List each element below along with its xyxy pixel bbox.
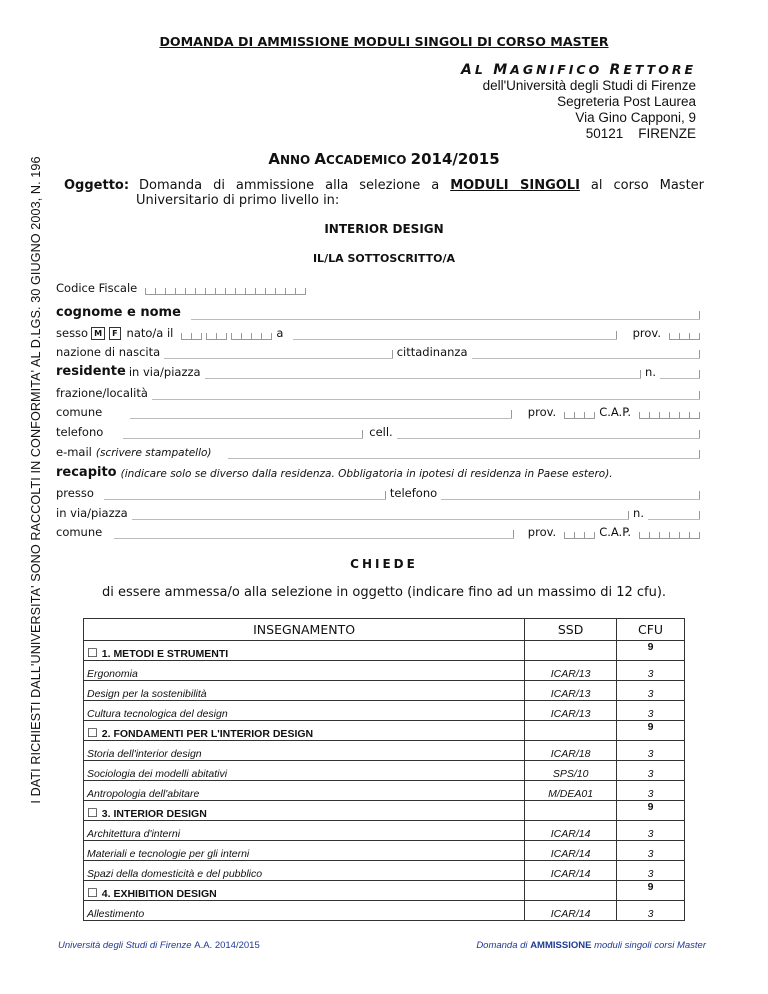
contact-street-row: in via/piazza n.: [56, 502, 700, 520]
locality-row: frazione/località: [56, 382, 700, 400]
sex-f-checkbox[interactable]: F: [109, 327, 120, 340]
course-ssd: ICAR/14: [525, 841, 617, 861]
course-row: [84, 761, 685, 781]
course-cfu: 3: [617, 761, 685, 781]
birth-place-field[interactable]: [293, 327, 616, 340]
course-name: Design per la sostenibilità: [84, 681, 525, 701]
course-row: [84, 841, 685, 861]
residence-number-field[interactable]: [660, 366, 700, 379]
course-row: [84, 821, 685, 841]
course-ssd: ICAR/13: [525, 701, 617, 721]
contact-number-field[interactable]: [648, 507, 700, 520]
birth-country-field[interactable]: [164, 346, 393, 359]
course-row: [84, 861, 685, 881]
module-title: 2. FONDAMENTI PER L'INTERIOR DESIGN: [101, 728, 314, 740]
academic-year: ANNO ACCADEMICO 2014/2015: [268, 150, 500, 168]
course-cfu: 3: [617, 781, 685, 801]
module-ssd: [525, 721, 617, 741]
subject-label: Oggetto:: [64, 178, 130, 193]
course-row: [84, 901, 685, 921]
contact-prov-boxes[interactable]: [564, 527, 595, 539]
course-ssd: SPS/10: [525, 761, 617, 781]
locality-field[interactable]: [152, 387, 700, 400]
phone-field[interactable]: [123, 426, 363, 439]
addressee-title: AL MAGNIFICO RETTORE: [461, 62, 696, 78]
course-ssd: ICAR/13: [525, 681, 617, 701]
module-row[interactable]: [84, 641, 685, 661]
request-heading: CHIEDE: [350, 557, 418, 571]
email-row: e-mail (scrivere stampatello): [56, 441, 700, 459]
course-ssd: ICAR/14: [525, 901, 617, 921]
contact-address-row: recapito (indicare solo se diverso dalla residenza. Obbligatoria in ipotesi di residenza in Paese estero).: [56, 465, 613, 480]
course-row: [84, 741, 685, 761]
module-ssd: [525, 801, 617, 821]
cap-boxes[interactable]: [639, 407, 700, 419]
addressee-university: dell'Università degli Studi di Firenze: [482, 78, 696, 93]
course-ssd: M/DEA01: [525, 781, 617, 801]
header-cfu: CFU: [617, 619, 685, 641]
module-checkbox[interactable]: ☐: [87, 726, 98, 740]
birth-month-boxes[interactable]: [206, 328, 227, 340]
course-name: Materiali e tecnologie per gli interni: [84, 841, 525, 861]
contact-cap-boxes[interactable]: [639, 527, 700, 539]
course-ssd: ICAR/18: [525, 741, 617, 761]
module-ssd: [525, 881, 617, 901]
addressee-street: Via Gino Capponi, 9: [575, 110, 696, 125]
footer-left: Università degli Studi di Firenze A.A. 2014/2015: [58, 940, 260, 951]
subject-text-2: Universitario di primo livello in:: [136, 193, 340, 208]
municipality-field[interactable]: [130, 406, 512, 419]
course-ssd: ICAR/14: [525, 821, 617, 841]
document-title: DOMANDA DI AMMISSIONE MODULI SINGOLI DI CORSO MASTER: [159, 34, 609, 49]
full-name-field[interactable]: [191, 307, 700, 320]
course-cfu: 3: [617, 661, 685, 681]
module-title: 3. INTERIOR DESIGN: [101, 808, 207, 820]
course-name: Spazi della domesticità e del pubblico: [84, 861, 525, 881]
course-name: INTERIOR DESIGN: [324, 222, 444, 236]
municipality-row: comune prov. C.A.P.: [56, 401, 700, 419]
course-name: Allestimento: [84, 901, 525, 921]
footer-right: Domanda di AMMISSIONE moduli singoli corsi Master: [476, 940, 706, 951]
module-row[interactable]: [84, 721, 685, 741]
module-title: 1. METODI E STRUMENTI: [101, 648, 229, 660]
undersigned-heading: IL/LA SOTTOSCRITTO/A: [312, 252, 456, 265]
care-of-row: presso telefono: [56, 482, 700, 500]
module-row[interactable]: [84, 881, 685, 901]
residence-row: residente in via/piazza n.: [56, 361, 700, 379]
course-name: Antropologia dell'abitare: [84, 781, 525, 801]
birth-row: sesso M F nato/a il a prov.: [56, 322, 700, 340]
contact-phone-field[interactable]: [441, 487, 700, 500]
phone-row: telefono cell.: [56, 421, 700, 439]
course-cfu: 3: [617, 901, 685, 921]
contact-municipality-row: comune prov. C.A.P.: [56, 521, 700, 539]
addressee-block: [461, 62, 696, 142]
care-of-field[interactable]: [104, 487, 386, 500]
course-name: Ergonomia: [84, 661, 525, 681]
module-checkbox[interactable]: ☐: [87, 886, 98, 900]
module-ssd: [525, 641, 617, 661]
course-name: Sociologia dei modelli abitativi: [84, 761, 525, 781]
privacy-note: I DATI RICHIESTI DALL'UNIVERSITA' SONO RACCOLTI IN CONFORMITA' AL D.LGS. 30 GIUGNO 2003, N. 196: [29, 156, 43, 804]
module-cfu: 9: [617, 721, 685, 741]
addressee-office: Segreteria Post Laurea: [557, 94, 696, 109]
birth-year-boxes[interactable]: [231, 328, 272, 340]
module-title: 4. EXHIBITION DESIGN: [101, 888, 217, 900]
birth-date-boxes[interactable]: [181, 328, 202, 340]
full-name-row: cognome e nome: [56, 302, 700, 320]
sex-m-checkbox[interactable]: M: [91, 327, 105, 340]
course-cfu: 3: [617, 701, 685, 721]
municipality-prov-boxes[interactable]: [564, 407, 595, 419]
module-checkbox[interactable]: ☐: [87, 646, 98, 660]
privacy-sidebar: [22, 150, 50, 810]
header-ssd: SSD: [525, 619, 617, 641]
course-ssd: ICAR/13: [525, 661, 617, 681]
module-cfu: 9: [617, 881, 685, 901]
addressee-city: 50121 FIRENZE: [585, 126, 696, 141]
course-cfu: 3: [617, 681, 685, 701]
module-row[interactable]: [84, 801, 685, 821]
course-row: [84, 661, 685, 681]
citizenship-field[interactable]: [472, 346, 701, 359]
course-ssd: ICAR/14: [525, 861, 617, 881]
email-field[interactable]: [228, 446, 700, 459]
course-cfu: 3: [617, 741, 685, 761]
birth-prov-boxes[interactable]: [669, 328, 700, 340]
module-checkbox[interactable]: ☐: [87, 806, 98, 820]
tax-code-row: Codice Fiscale: [56, 277, 700, 295]
course-name: Architettura d'interni: [84, 821, 525, 841]
course-name: Cultura tecnologica del design: [84, 701, 525, 721]
courses-table: [83, 618, 685, 921]
module-cfu: 9: [617, 641, 685, 661]
header-insegnamento: INSEGNAMENTO: [84, 619, 525, 641]
tax-code-boxes[interactable]: [145, 283, 306, 295]
course-row: [84, 781, 685, 801]
request-text: di essere ammessa/o alla selezione in oggetto (indicare fino ad un massimo di 12 cfu).: [101, 585, 667, 600]
residence-street-field[interactable]: [205, 366, 641, 379]
course-row: [84, 701, 685, 721]
course-name: Storia dell'interior design: [84, 741, 525, 761]
contact-municipality-field[interactable]: [114, 526, 514, 539]
course-cfu: 3: [617, 841, 685, 861]
course-cfu: 3: [617, 861, 685, 881]
subject-block: [64, 178, 704, 208]
course-cfu: 3: [617, 821, 685, 841]
module-cfu: 9: [617, 801, 685, 821]
course-row: [84, 681, 685, 701]
nationality-row: nazione di nascita cittadinanza: [56, 341, 700, 359]
mobile-field[interactable]: [397, 426, 700, 439]
subject-text: Domanda di ammissione alla selezione a MODULI SINGOLI al corso Master: [139, 178, 705, 193]
contact-street-field[interactable]: [132, 507, 629, 520]
